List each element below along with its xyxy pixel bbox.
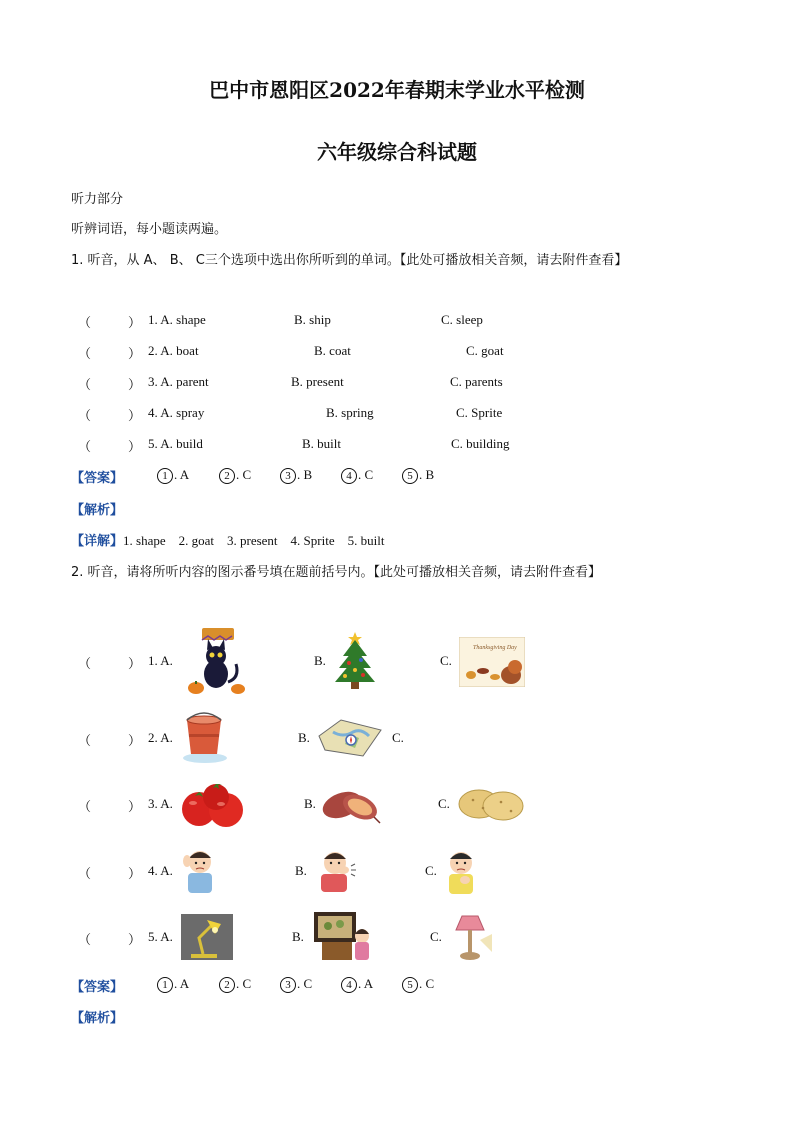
answer-label: 【答案】 [71, 471, 124, 486]
page-title: 巴中市恩阳区2022年春期末学业水平检测 [209, 78, 585, 102]
page-subtitle: 六年级综合科试题 [317, 140, 477, 164]
answer-bracket-open: （ [78, 316, 92, 331]
answer-value: . C [236, 467, 252, 482]
option-a: 1. A. shape [148, 312, 206, 327]
answer-value: . C [236, 976, 252, 991]
answer-bracket-open: （ [78, 867, 92, 882]
answer-number: 5 [402, 977, 418, 993]
answer-bracket-close: ） [128, 440, 142, 455]
potatoes-picture [455, 784, 525, 824]
option-a: 5. A. [148, 929, 173, 944]
answer-item [219, 467, 251, 484]
option-b: B. present [291, 374, 344, 389]
option-a: 4. A. [148, 863, 173, 878]
analysis-label: 【解析】 [71, 503, 124, 518]
answer-label: 【答案】 [71, 980, 124, 995]
cough-boy-picture [315, 848, 359, 892]
sweet-potatoes-picture [320, 783, 382, 827]
option-c: C. [425, 863, 437, 878]
answer-number: 1 [157, 468, 173, 484]
option-b: B. [314, 653, 326, 668]
option-a: 2. A. boat [148, 343, 199, 358]
answer-bracket-close: ） [128, 734, 142, 749]
answer-bracket-close: ） [128, 800, 142, 815]
answer-bracket-open: （ [78, 933, 92, 948]
answer-number: 1 [157, 977, 173, 993]
answer-bracket-open: （ [78, 734, 92, 749]
answer-bracket-open: （ [78, 409, 92, 424]
thanksgiving-caption: Thanksgiving Day [473, 645, 517, 651]
answer-bracket-close: ） [128, 867, 142, 882]
answer-item [280, 976, 312, 993]
answer-bracket-open: （ [78, 347, 92, 362]
map-picture [315, 718, 385, 758]
answer-number: 2 [219, 468, 235, 484]
instruction-text: 听辨词语，每小题读两遍。 [71, 222, 228, 237]
option-a: 2. A. [148, 730, 173, 745]
answer-item [402, 467, 434, 484]
answer-value: . C [419, 976, 435, 991]
option-a: 3. A. parent [148, 374, 209, 389]
option-b: B. [292, 929, 304, 944]
detail-label: 【详解】 [71, 534, 124, 549]
answer-item [157, 976, 189, 993]
option-c: C. [430, 929, 442, 944]
analysis-label: 【解析】 [71, 1011, 124, 1026]
answer-item [402, 976, 434, 993]
option-c: C. goat [466, 343, 504, 358]
option-b: B. [304, 796, 316, 811]
option-c: C. parents [450, 374, 503, 389]
tv-watching-picture [312, 910, 374, 962]
answer-item [341, 976, 373, 993]
bucket-picture [179, 712, 227, 764]
answer-number: 4 [341, 468, 357, 484]
option-b: B. coat [314, 343, 351, 358]
option-a: 3. A. [148, 796, 173, 811]
answer-number: 3 [280, 977, 296, 993]
option-c: C. [440, 653, 452, 668]
answer-value: . A [174, 976, 190, 991]
answer-value: . B [419, 467, 435, 482]
answer-value: . C [297, 976, 313, 991]
option-c: C. Sprite [456, 405, 503, 420]
option-c: C. [392, 730, 404, 745]
option-b: B. [298, 730, 310, 745]
option-b: B. ship [294, 312, 331, 327]
answer-bracket-open: （ [78, 800, 92, 815]
detail-line [71, 530, 384, 549]
answer-bracket-close: ） [128, 316, 142, 331]
headache-boy-picture [180, 845, 220, 893]
sick-boy-picture [443, 848, 479, 894]
tomatoes-picture [180, 780, 246, 830]
answer-number: 2 [219, 977, 235, 993]
answer-value: . B [297, 467, 313, 482]
option-b: B. built [302, 436, 342, 451]
answer-bracket-open: （ [78, 378, 92, 393]
answer-item [280, 467, 312, 484]
answer-bracket-close: ） [128, 347, 142, 362]
halloween-cat-picture [186, 626, 248, 696]
option-a: 4. A. spray [148, 405, 205, 420]
option-c: C. building [451, 436, 510, 451]
answer-value: . A [174, 467, 190, 482]
christmas-tree-picture [333, 630, 377, 690]
section-heading: 听力部分 [71, 192, 124, 207]
answer-item [157, 467, 189, 484]
answer-bracket-close: ） [128, 933, 142, 948]
answer-item [341, 467, 373, 484]
answer-value: . A [358, 976, 374, 991]
thanksgiving-picture [459, 637, 525, 687]
answer-number: 3 [280, 468, 296, 484]
floor-lamp-picture [446, 912, 494, 962]
answer-item [219, 976, 251, 993]
question-2-prompt: 2. 听音，请将所听内容的图示番号填在题前括号内。【此处可播放相关音频，请去附件查看】 [71, 565, 602, 580]
answer-value: . C [358, 467, 374, 482]
answer-number: 4 [341, 977, 357, 993]
option-a: 5. A. build [148, 436, 203, 451]
question-1-prompt: 1. 听音，从 A、 B、 C三个选项中选出你所听到的单词。【此处可播放相关音频，请去附件查看】 [71, 253, 628, 268]
option-b: B. spring [326, 405, 374, 420]
detail-text: 1. shape 2. goat 3. present 4. Sprite 5. built [123, 533, 385, 548]
answer-bracket-close: ） [128, 378, 142, 393]
answer-bracket-close: ） [128, 409, 142, 424]
option-c: C. sleep [441, 312, 483, 327]
answer-bracket-open: （ [78, 440, 92, 455]
option-a: 1. A. [148, 653, 173, 668]
option-c: C. [438, 796, 450, 811]
option-b: B. [295, 863, 307, 878]
answer-number: 5 [402, 468, 418, 484]
desk-lamp-picture [181, 914, 233, 960]
answer-bracket-open: （ [78, 657, 92, 672]
answer-bracket-close: ） [128, 657, 142, 672]
